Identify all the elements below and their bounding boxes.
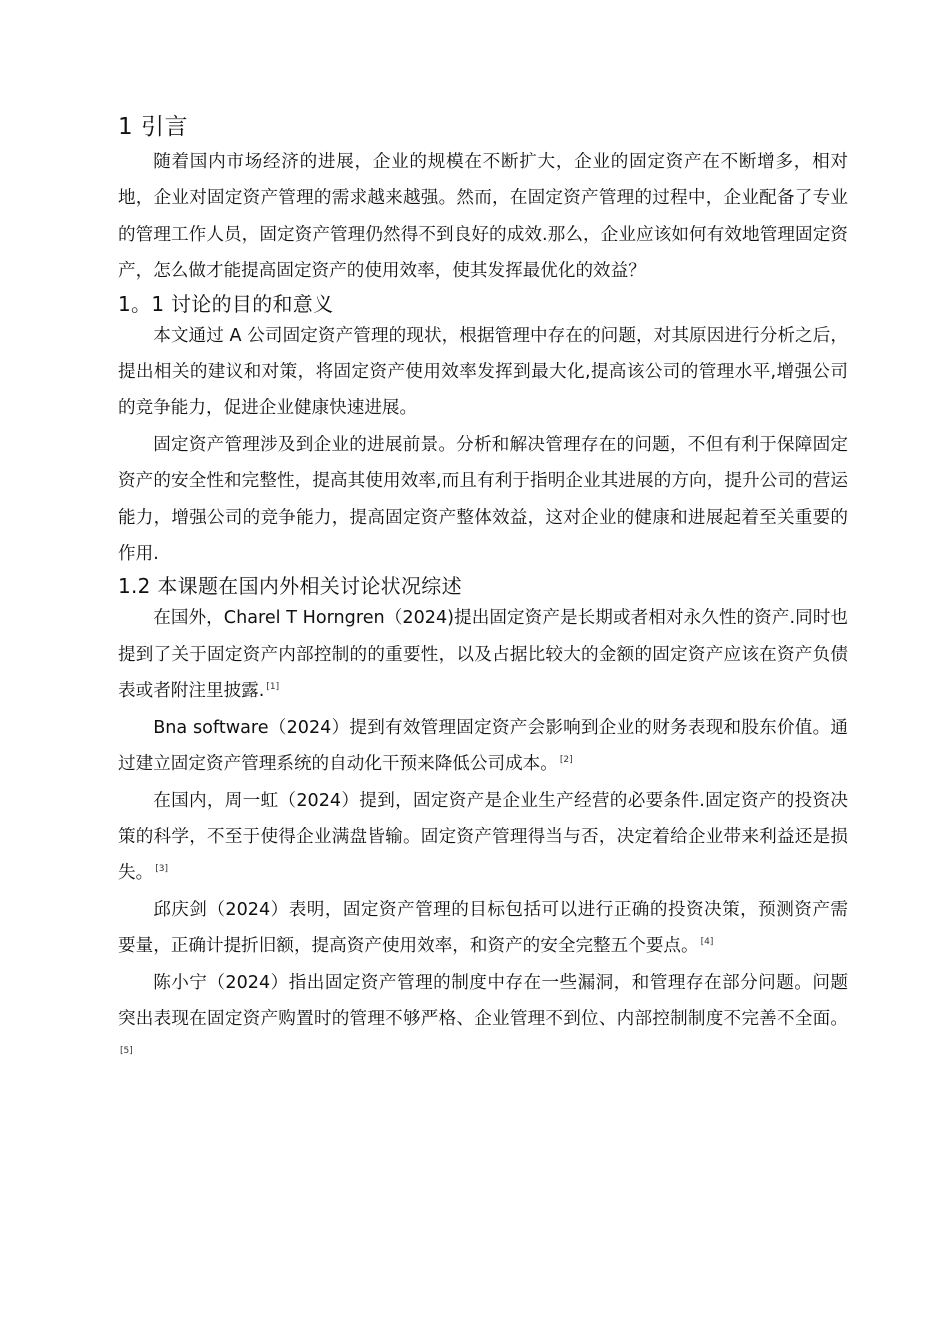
subsection-heading-purpose: 1。1 讨论的目的和意义 [118,291,334,316]
citation-marker: [4] [700,937,714,948]
review-paragraph-text: 在国内，周一虹（2024）提到，固定资产是企业生产经营的必要条件.固定资产的投资决策的科学，不至于使得企业满盘皆输。固定资产管理得当与否，决定着给企业带来利益还是损失。 [118,790,848,884]
review-paragraph-text: 在国外，Charel T Horngren（2024)提出固定资产是长期或者相对永久性的资产.同时也提到了关于固定资产内部控制的的重要性，以及占据比较大的金额的固定资产应该在资产负债表或者附注里披露. [118,608,848,702]
citation-marker: [1] [266,682,280,693]
review-paragraph-text: 邱庆剑（2024）表明，固定资产管理的目标包括可以进行正确的投资决策，预测资产需要量，正确计提折旧额，提高资产使用效率，和资产的安全完整五个要点。 [118,899,848,957]
section-heading-introduction: 1 引言 [118,114,188,140]
purpose-paragraph-1: 本文通过 A 公司固定资产管理的现状，根据管理中存在的问题，对其原因进行分析之后，提出相关的建议和对策，将固定资产使用效率发挥到最大化,提高该公司的管理水平,增强公司的竞争能力，促进企业健康快速进展。 [118,325,848,419]
review-paragraph-text: 陈小宁（2024）指出固定资产管理的制度中存在一些漏洞，和管理存在部分问题。问题突出表现在固定资产购置时的管理不够严格、企业管理不到位、内部控制制度不完善不全面。 [118,972,848,1029]
citation-marker: [2] [559,755,573,766]
subsection-heading-literature-review: 1.2 本课题在国内外相关讨论状况综述 [118,574,462,599]
introduction-paragraph: 随着国内市场经济的进展，企业的规模在不断扩大，企业的固定资产在不断增多，相对地，企业对固定资产管理的需求越来越强。然而，在固定资产管理的过程中，企业配备了专业的管理工作人员，固定资产管理仍然得不到良好的成效.那么，企业应该如何有效地管理固定资产，怎么做才能提高固定资产的使用效率，使其发挥最优化的效益？ [118,152,848,282]
review-paragraph [118,710,848,783]
review-paragraph [118,892,848,965]
review-paragraph [118,600,848,709]
purpose-paragraph-2: 固定资产管理涉及到企业的进展前景。分析和解决管理存在的问题，不但有利于保障固定资产的安全性和完整性，提高其使用效率,而且有利于指明企业其进展的方向，提升公司的营运能力，增强公司的竞争能力，提高固定资产整体效益，这对企业的健康和进展起着至关重要的作用. [118,434,848,565]
citation-marker: [5] [120,1046,133,1057]
review-paragraph-text: Bna software（2024）提到有效管理固定资产会影响到企业的财务表现和股东价值。通过建立固定资产管理系统的自动化干预来降低公司成本。 [118,717,848,775]
review-paragraph [118,965,848,1074]
document-body [118,112,848,1074]
review-paragraph [118,783,848,892]
citation-marker: [3] [155,864,168,875]
